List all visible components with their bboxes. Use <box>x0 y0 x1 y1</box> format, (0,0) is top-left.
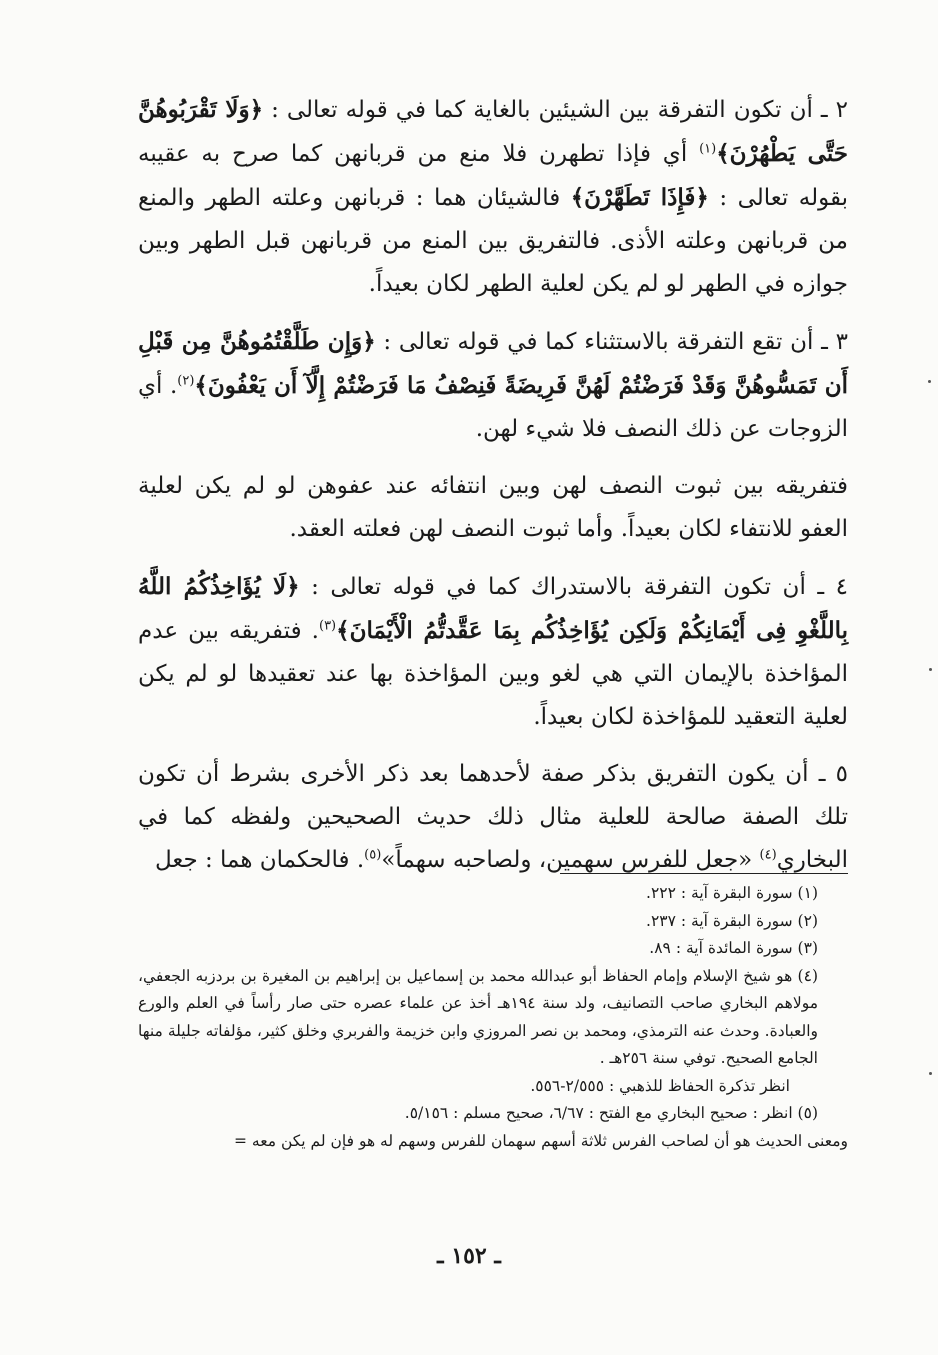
text-run: ٣ ـ أن تقع التفرقة بالاستثناء كما في قوله تعالى : <box>375 329 848 355</box>
paragraph-3 <box>138 320 848 451</box>
text-run: فتفريقه بين ثبوت النصف لهن وبين انتفائه عند عفوهن لو لم يكن لعلية العفو للانتفاء لكان بعيداً. وأما ثبوت النصف لهن فعلته العقد. <box>138 473 848 542</box>
footnote-1: (١) سورة البقرة آية : ٢٢٢. <box>646 884 818 902</box>
paragraph-3-cont <box>138 465 848 551</box>
paragraph-4 <box>138 565 848 739</box>
footnote-4: (٤) هو شيخ الإسلام وإمام الحفاظ أبو عبدالله محمد بن إسماعيل بن إبراهيم بن المغيرة بن بردزبه الجعفي، مولاهم البخاري صاحب التصانيف، ولد سنة ١٩٤هـ أخذ عن علماء عصره حتى صار رأساً في العلم والورع والعبادة. وحدث عنه الترمذي، ومحمد بن نصر المروزي وابن خزيمة والفربري وخلق كثير، مؤلفاته جليلة منها الجامع الصحيح. توفي سنة ٢٥٦هـ . <box>138 966 819 1067</box>
text-run: ٤ ـ أن تكون التفرقة بالاستدراك كما في قوله تعالى : <box>299 574 848 600</box>
footnote-ref: (١) <box>699 141 717 157</box>
scan-speck <box>929 1072 932 1075</box>
footnote-5: (٥) انظر : صحيح البخاري مع الفتح : ٦/٦٧، صحيح مسلم : ٥/١٥٦. <box>404 1104 818 1122</box>
text-run: . أي الزوجات عن ذلك النصف فلا شيء لهن. <box>138 373 848 442</box>
scan-speck <box>928 380 931 383</box>
footnote-ref: (٢) <box>177 373 195 389</box>
footnote-2: (٢) سورة البقرة آية : ٢٣٧. <box>646 911 818 930</box>
text-run: فالشيئان هما : قربانهن وعلته الطهر والمنع من قربانهن وعلته الأذى. فالتفريق بين المنع من قربانهن قبل الطهر وبين جوازه في الطهر لو لم يكن لعلية الطهر لكان بعيداً. <box>138 185 848 297</box>
text-run: «جعل للفرس سهمين، ولصاحبه سهماً» <box>381 847 760 873</box>
paragraph-5 <box>138 753 848 882</box>
main-text <box>138 88 848 896</box>
footnote-ref: (٣) <box>318 618 337 634</box>
footnote-ref: (٥) <box>364 847 382 863</box>
footnote-5-cont: ومعنى الحديث هو أن لصاحب الفرس ثلاثة أسهم سهمان للفرس وسهم له هو فإن لم يكن معه = <box>234 1131 848 1150</box>
text-run: . فتفريقه بين عدم المؤاخذة بالإيمان التي هي لغو وبين المؤاخذة بها عند تعقيدها لو لم يكن لعلية التعقيد للمؤاخذة لكان بعيداً. <box>138 618 848 730</box>
quran-quote: ﴿لَا يُؤَاخِذُكُمُ اللَّهُ بِاللَّغْوِ فِى أَيْمَانِكُمْ وَلَكِن يُؤَاخِذُكُم بِمَا عَقَّدتُّمُ الْأَيْمَانَ﴾ <box>138 573 849 644</box>
quran-quote: ﴿وَلَا تَقْرَبُوهُنَّ حَتَّى يَطْهُرْنَ﴾ <box>138 96 849 167</box>
text-run: ٢ ـ أن تكون التفرقة بين الشيئين بالغاية كما في قوله تعالى : <box>263 97 849 123</box>
text-run: أي فإذا تطهرن فلا منع من قربانهن كما صرح به عقيبه بقوله تعالى : <box>138 141 849 211</box>
footnote-4-source: انظر تذكرة الحفاظ للذهبي : ٢/٥٥٥-٥٥٦. <box>530 1076 790 1095</box>
text-run: . فالحكمان هما : جعل <box>154 847 365 873</box>
footnote-3: (٣) سورة المائدة آية : ٨٩. <box>649 939 818 957</box>
footnotes <box>138 880 848 1155</box>
quran-quote: ﴿وَإِن طَلَّقْتُمُوهُنَّ مِن قَبْلِ أَن تَمَسُّوهُنَّ وَقَدْ فَرَضْتُمْ لَهُنَّ فَرِيضَةً فَنِصْفُ مَا فَرَضْتُمْ إِلَّآ أَن يَعْفُونَ﴾ <box>138 328 848 399</box>
quran-quote: ﴿فَإِذَا تَطَهَّرْنَ﴾ <box>570 184 709 211</box>
text-run: ٥ ـ أن يكون التفريق بذكر صفة لأحدهما بعد ذكر الأخرى بشرط أن تكون تلك الصفة صالحة للعلية مثال ذلك حديث الصحيحين ولفظه كما في البخاري <box>138 761 848 873</box>
footnote-divider <box>560 873 848 874</box>
scan-speck <box>929 668 932 671</box>
paragraph-2 <box>138 88 848 306</box>
page-number: ـ ١٥٢ ـ <box>437 1243 501 1269</box>
footnote-ref: (٤) <box>759 847 777 863</box>
